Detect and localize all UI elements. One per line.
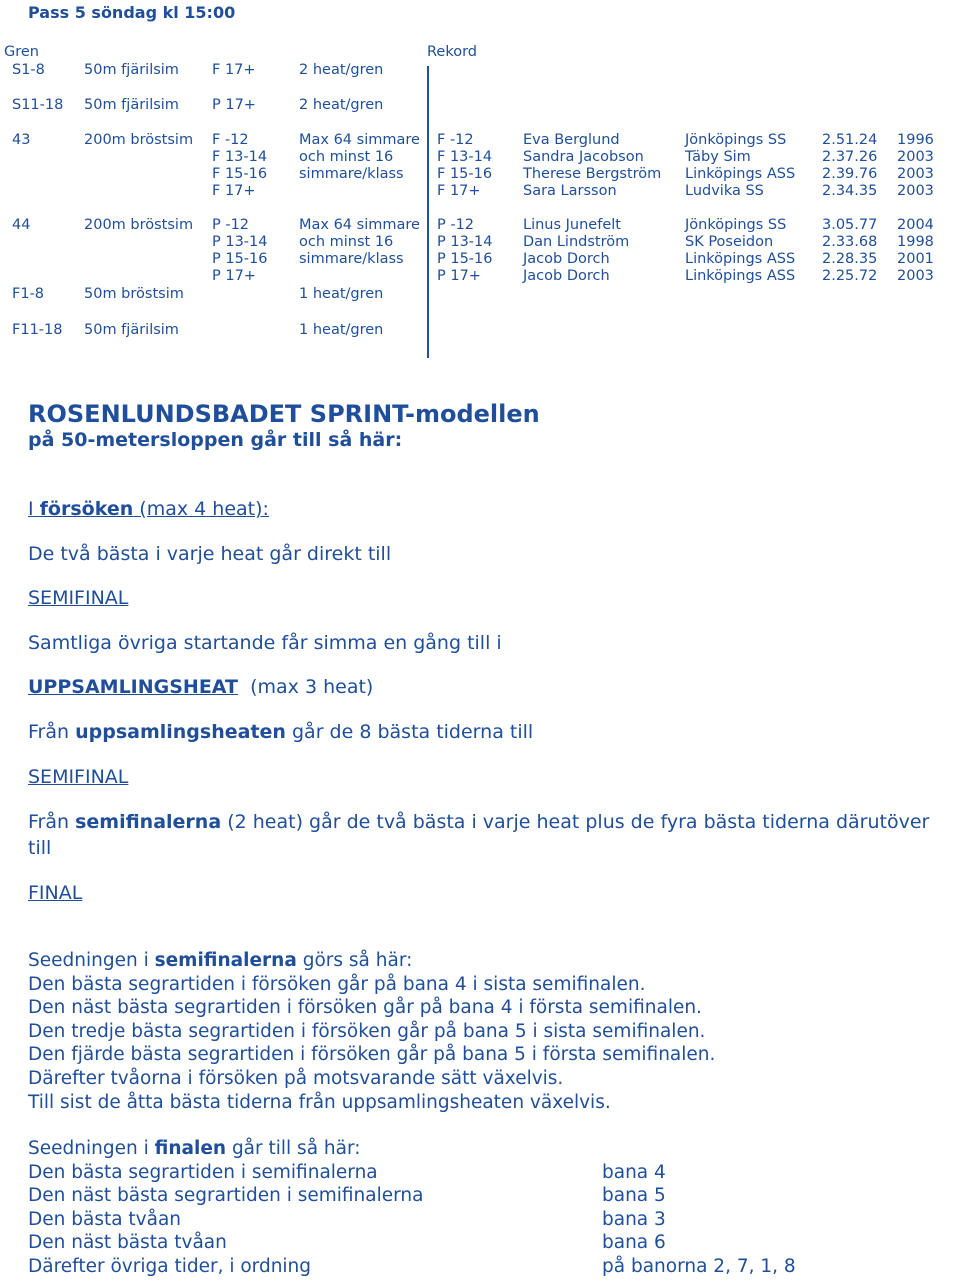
final-seed-lane: bana 3 [602,1209,666,1230]
final-seed-lane: bana 4 [602,1162,666,1183]
forsok-prefix: I [28,498,34,520]
rule-emphasis: uppsamlingsheaten [75,721,286,743]
record-club: SK Poseidon [685,234,774,250]
record-time: 2.37.26 [822,149,878,165]
seeding-line: Därefter tvåorna i försöken på motsvarande sätt växelvis. [28,1068,564,1089]
record-time: 2.34.35 [822,183,878,199]
record-class: P 17+ [437,268,481,284]
record-holder: Eva Berglund [523,132,620,148]
event-distance: 50m fjärilsim [84,322,179,338]
event-number: S1-8 [12,62,45,78]
rule-text: (2 heat) går de två bästa i varje heat plus de fyra bästa tiderna därutöver [227,811,930,833]
record-club: Ludvika SS [685,183,764,199]
seeding-intro-emphasis: finalen [154,1138,227,1159]
record-time: 2.25.72 [822,268,878,284]
event-number: F11-18 [12,322,63,338]
record-time: 3.05.77 [822,217,878,233]
seeding-line: Den bästa segrartiden i försöken går på bana 4 i sista semifinalen. [28,974,646,995]
event-class: F -12 [212,132,249,148]
uppsamling-line [28,676,373,698]
rule-line [28,811,929,833]
event-distance: 50m fjärilsim [84,97,179,113]
uppsamling-label: UPPSAMLINGSHEAT [28,676,239,698]
event-class: P 15-16 [212,251,268,267]
page-heading: Pass 5 söndag kl 15:00 [28,3,236,22]
record-year: 2004 [897,217,934,233]
record-club: Linköpings ASS [685,166,796,182]
final-seed-who: Den näst bästa tvåan [28,1232,227,1253]
record-time: 2.28.35 [822,251,878,267]
final-seed-lane: på banorna 2, 7, 1, 8 [602,1256,796,1277]
forsok-line [28,498,269,520]
seeding-intro-text: Seedningen i [28,1138,149,1159]
record-class: F -12 [437,132,474,148]
event-note: Max 64 simmare [299,217,420,233]
event-heat-info: 1 heat/gren [299,286,384,302]
seeding-line: Till sist de åtta bästa tiderna från uppsamlingsheaten växelvis. [28,1092,611,1113]
record-club: Linköpings ASS [685,268,796,284]
forsok-label: försöken [39,498,134,520]
record-year: 2003 [897,166,934,182]
record-class: P -12 [437,217,475,233]
record-class: F 15-16 [437,166,493,182]
event-distance: 50m bröstsim [84,286,184,302]
record-year: 2003 [897,183,934,199]
record-year: 2001 [897,251,934,267]
rule-text: Från [28,811,70,833]
event-distance: 50m fjärilsim [84,62,179,78]
record-holder: Therese Bergström [523,166,662,182]
rule-line: De två bästa i varje heat går direkt till [28,543,392,565]
column-header-rekord: Rekord [427,44,478,60]
event-class: P 13-14 [212,234,268,250]
rule-emphasis: semifinalerna [75,811,222,833]
event-distance: 200m bröstsim [84,217,194,233]
seeding-intro [28,1138,361,1160]
final-seed-who: Därefter övriga tider, i ordning [28,1256,312,1277]
rule-text: Från [28,721,70,743]
semifinal-label: SEMIFINAL [28,587,129,609]
event-number: S11-18 [12,97,64,113]
rule-text: går de 8 bästa tiderna till [292,721,534,743]
event-class: F 15-16 [212,166,268,182]
event-heat-info: 2 heat/gren [299,97,384,113]
forsok-max: (max 4 heat): [139,498,269,520]
seeding-line: Den fjärde bästa segrartiden i försöken går på bana 5 i första semifinalen. [28,1044,716,1065]
record-club: Jönköpings SS [685,217,787,233]
record-time: 2.51.24 [822,132,878,148]
record-club: Jönköpings SS [685,132,787,148]
seeding-intro-text: Seedningen i [28,950,149,971]
record-time: 2.39.76 [822,166,878,182]
column-header-gren: Gren [4,44,39,60]
record-club: Linköpings ASS [685,251,796,267]
record-time: 2.33.68 [822,234,878,250]
event-heat-info: 2 heat/gren [299,62,384,78]
event-note: och minst 16 [299,234,394,250]
record-class: F 17+ [437,183,481,199]
final-seed-who: Den näst bästa segrartiden i semifinalerna [28,1185,424,1206]
record-club: Täby Sim [685,149,751,165]
event-distance: 200m bröstsim [84,132,194,148]
record-year: 2003 [897,268,934,284]
final-seed-lane: bana 5 [602,1185,666,1206]
record-year: 1998 [897,234,934,250]
semifinal-label: SEMIFINAL [28,766,129,788]
event-note: simmare/klass [299,166,404,182]
event-number: F1-8 [12,286,45,302]
rule-line: till [28,837,52,859]
seeding-line: Den tredje bästa segrartiden i försöken går på bana 5 i sista semifinalen. [28,1021,706,1042]
column-divider [427,66,429,358]
rule-line [28,721,533,743]
uppsamling-max: (max 3 heat) [250,676,374,698]
record-holder: Jacob Dorch [523,268,610,284]
seeding-intro [28,950,412,972]
event-class: F 17+ [212,62,256,78]
record-holder: Jacob Dorch [523,251,610,267]
rule-line: Samtliga övriga startande får simma en gång till i [28,632,502,654]
record-year: 1996 [897,132,934,148]
record-class: P 13-14 [437,234,493,250]
record-holder: Dan Lindström [523,234,630,250]
record-year: 2003 [897,149,934,165]
record-class: P 15-16 [437,251,493,267]
event-note: och minst 16 [299,149,394,165]
event-class: F 17+ [212,183,256,199]
event-number: 44 [12,217,31,233]
event-heat-info: 1 heat/gren [299,322,384,338]
event-note: Max 64 simmare [299,132,420,148]
seeding-intro-emphasis: semifinalerna [154,950,297,971]
record-holder: Linus Junefelt [523,217,621,233]
seeding-line: Den näst bästa segrartiden i försöken går på bana 4 i första semifinalen. [28,997,702,1018]
record-class: F 13-14 [437,149,493,165]
final-label: FINAL [28,882,83,904]
event-class: P -12 [212,217,250,233]
event-class: P 17+ [212,97,256,113]
seeding-intro-text: görs så här: [302,950,413,971]
seeding-intro-text: går till så här: [231,1138,361,1159]
event-note: simmare/klass [299,251,404,267]
sprint-model-subtitle: på 50-metersloppen går till så här: [28,429,403,451]
final-seed-who: Den bästa tvåan [28,1209,182,1230]
event-class: F 13-14 [212,149,268,165]
event-class: P 17+ [212,268,256,284]
sprint-model-title: ROSENLUNDSBADET SPRINT-modellen [28,400,540,428]
event-number: 43 [12,132,31,148]
record-holder: Sandra Jacobson [523,149,644,165]
final-seed-who: Den bästa segrartiden i semifinalerna [28,1162,378,1183]
final-seed-lane: bana 6 [602,1232,666,1253]
record-holder: Sara Larsson [523,183,617,199]
